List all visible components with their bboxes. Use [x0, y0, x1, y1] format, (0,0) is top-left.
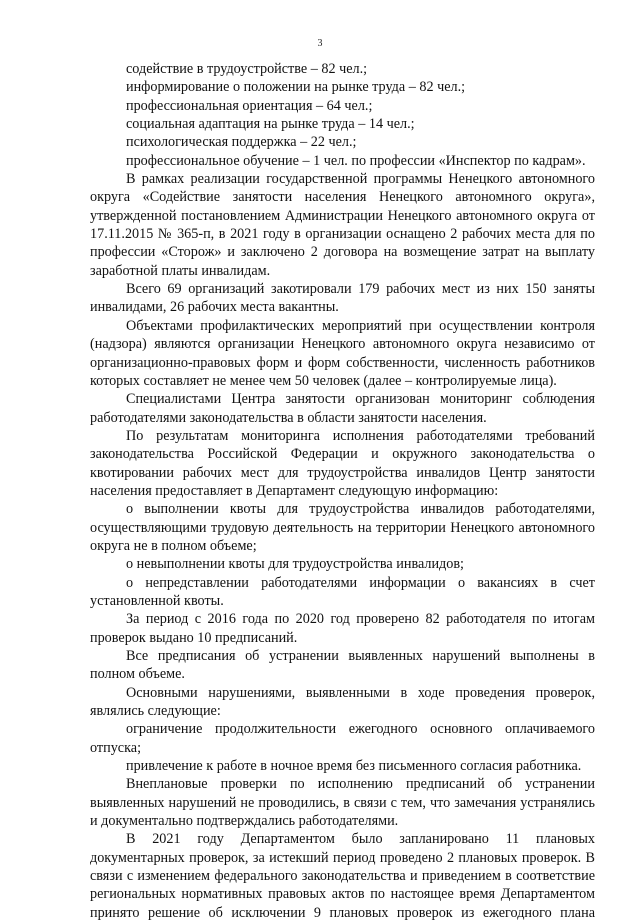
paragraph: За период с 2016 года по 2020 год проверено 82 работодателя по итогам проверок выдано 10 предписаний.: [90, 611, 595, 646]
paragraph: информирование о положении на рынке труда – 82 чел.;: [126, 79, 466, 96]
paragraph: содействие в трудоустройстве – 82 чел.;: [126, 61, 368, 77]
paragraph: о выполнении квоты для трудоустройства инвалидов работодателями, осуществляющими трудовую деятельность на территории Ненецкого автономного округа не в полном объеме;: [90, 501, 595, 554]
paragraph: профессиональное обучение – 1 чел. по профессии «Инспектор по кадрам».: [126, 152, 586, 169]
document-body: [90, 60, 595, 922]
paragraph: психологическая поддержка – 22 чел.;: [126, 134, 357, 151]
paragraph: Внеплановые проверки по исполнению предписаний об устранении выявленных нарушений не проводились, в связи с тем, что замечания устранялись и документально подтверждались работодателями.: [90, 776, 595, 830]
paragraph: По результатам мониторинга исполнения работодателями требований законодательства Российской Федерации и окружного законодательства о квотировании рабочих мест для трудоустройства инвалидов Центр занятости населения предоставляет в Департамент следующую информацию:: [90, 427, 595, 499]
paragraph: профессиональная ориентация – 64 чел.;: [126, 97, 373, 114]
paragraph: Всего 69 организаций закотировали 179 рабочих мест из них 150 заняты инвалидами, 26 рабочих места вакантны.: [90, 281, 595, 316]
paragraph: В рамках реализации государственной программы Ненецкого автономного округа «Содействие занятости населения Ненецкого автономного округа», утвержденной постановлением Администрации Ненецкого автономного округа от 17.11.2015 № 365-п, в 2021 году в организации оснащено 2 рабочих места для по профессии «Сторож» и заключено 2 договора на возмещение затрат на выплату заработной платы инвалидам.: [90, 171, 595, 279]
paragraph: социальная адаптация на рынке труда – 14 чел.;: [126, 116, 415, 133]
paragraph: Объектами профилактических мероприятий при осуществлении контроля (надзора) являются организации Ненецкого автономного округа независимо от организационно-правовых форм и форм собственности, численность работников которых составляет не менее чем 50 человек (далее – контролируемые лица).: [90, 317, 595, 389]
paragraph: В 2021 году Департаментом было запланировано 11 плановых документарных проверок, за истекший период проведено 2 плановых проверок. В связи с изменением федерального законодательства и приведением в соответствие региональных нормативных правовых актов по настоящее время Департаментом принято решение об исключении 9 плановых проверок из ежегодного плана: [90, 831, 595, 921]
paragraph: о непредставлении работодателями информации о вакансиях в счет установленной квоты.: [90, 574, 595, 609]
paragraph: привлечение к работе в ночное время без письменного согласия работника.: [126, 758, 582, 775]
paragraph: Основными нарушениями, выявленными в ходе проведения проверок, являлись следующие:: [90, 684, 595, 720]
page-number: 3: [317, 38, 323, 49]
paragraph: ограничение продолжительности ежегодного основного оплачиваемого отпуска;: [90, 721, 595, 756]
paragraph: Специалистами Центра занятости организован мониторинг соблюдения работодателями законодательства в области занятости населения.: [90, 391, 595, 426]
paragraph: о невыполнении квоты для трудоустройства инвалидов;: [126, 556, 464, 573]
paragraph: Все предписания об устранении выявленных нарушений выполнены в полном объеме.: [90, 648, 595, 683]
